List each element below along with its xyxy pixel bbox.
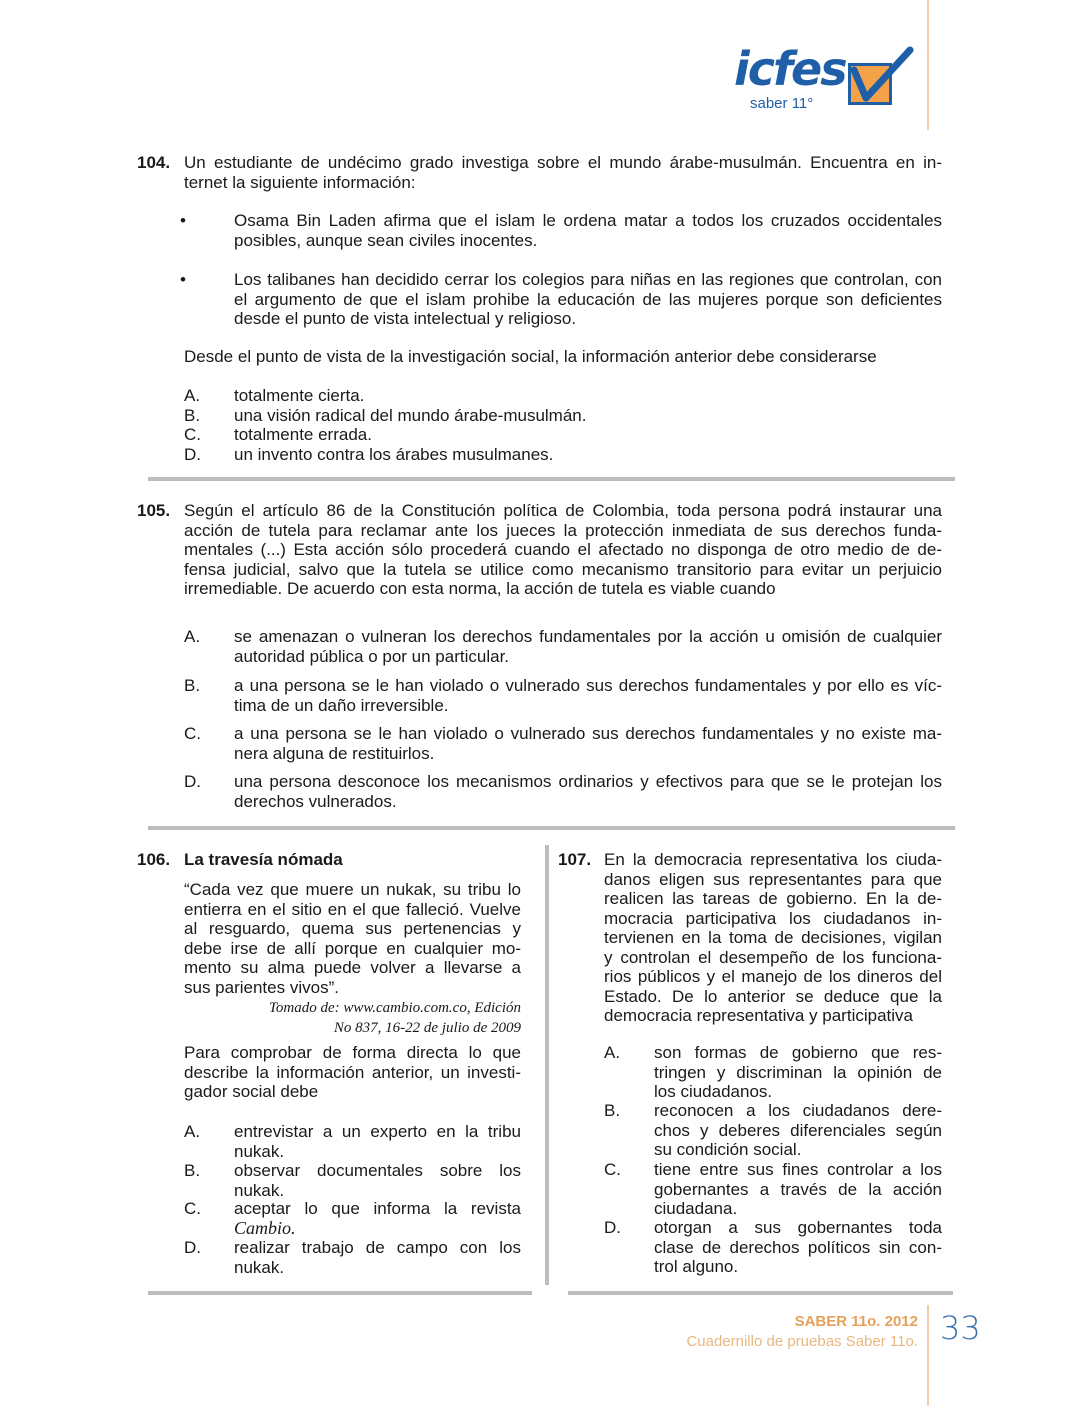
option-c bbox=[234, 425, 942, 445]
option-letter: B. bbox=[184, 1161, 201, 1180]
text-line: sus parientes vivos”. bbox=[184, 977, 339, 997]
text-line: realizar trabajo de campo con los bbox=[234, 1238, 521, 1257]
column-divider bbox=[545, 845, 549, 1285]
passage-title: La travesía nómada bbox=[184, 850, 343, 869]
logo-subtitle: saber 11° bbox=[750, 95, 814, 112]
option-d bbox=[234, 772, 942, 811]
text-line: y controlan el desempeño de los funciona- bbox=[604, 947, 942, 967]
bullet: • bbox=[180, 270, 186, 289]
text-line: nukak. bbox=[234, 1180, 285, 1200]
text-line: otorgan a sus gobernantes toda bbox=[654, 1218, 942, 1237]
text-line: “Cada vez que muere un nukak, su tribu lo bbox=[184, 880, 521, 899]
text-line: democracia representativa y participativa bbox=[604, 1006, 913, 1025]
option-letter: B. bbox=[184, 676, 201, 695]
question-number: 106. bbox=[137, 850, 171, 869]
text-line: mentales (...) Esta acción sólo procederá cuando el afectado no disponga de otro medio de de- bbox=[184, 540, 942, 559]
citation-line: No 837, 16-22 de julio de 2009 bbox=[333, 1019, 521, 1036]
text-line: ternet la siguiente información: bbox=[184, 172, 416, 192]
question-number: 105. bbox=[137, 501, 171, 520]
question-prompt bbox=[184, 1043, 521, 1102]
divider bbox=[148, 477, 955, 481]
question-stem bbox=[184, 153, 942, 192]
option-letter: D. bbox=[184, 1238, 201, 1257]
bullet-text bbox=[234, 211, 942, 250]
text-line: tima de un daño irreversible. bbox=[234, 695, 449, 715]
text-line: tervienen en la toma de decisiones, vigilan bbox=[604, 928, 942, 947]
text-line: los ciudadanos. bbox=[654, 1082, 773, 1101]
bullet: • bbox=[180, 211, 186, 230]
text-line: un invento contra los árabes musulmanes. bbox=[234, 444, 554, 464]
text-line: ciudadana. bbox=[654, 1199, 738, 1218]
text-line: el argumento de que el islam prohibe la educación de las mujeres porque son deficientes bbox=[234, 289, 942, 309]
text-line: gobernantes a través de la acción bbox=[654, 1179, 942, 1199]
option-letter: D. bbox=[184, 444, 201, 464]
text-line: fensa judicial, salvo que la tutela se utilice como mecanismo transitorio para evitar un perjuicio bbox=[184, 559, 942, 579]
text-line: observar documentales sobre los bbox=[234, 1161, 521, 1180]
text-line: acción de tutela para reclamar ante los jueces la protección inmediata de sus derechos funda- bbox=[184, 520, 942, 540]
text-line: nukak. bbox=[234, 1257, 285, 1277]
text-line: aceptar lo que informa la revista bbox=[234, 1199, 521, 1218]
text-line: se amenazan o vulneran los derechos fundamentales por la acción u omisión de cualquier bbox=[234, 627, 942, 646]
option-letter: C. bbox=[184, 1199, 201, 1218]
logo-text: icfes bbox=[734, 42, 846, 96]
text-line: una persona desconoce los mecanismos ordinarios y efectivos para que se le protejan los bbox=[234, 772, 942, 791]
text-line: chos y deberes diferenciales según bbox=[654, 1120, 942, 1140]
text-line: En la democracia representativa los ciuda- bbox=[604, 850, 942, 869]
text-line: a una persona se le han violado o vulnerado sus derechos fundamentales y no existe ma- bbox=[234, 724, 942, 743]
citation bbox=[184, 999, 521, 1038]
text-line: derechos vulnerados. bbox=[234, 791, 397, 811]
text-line: clase de derechos políticos sin con- bbox=[654, 1237, 942, 1257]
text-line: trol alguno. bbox=[654, 1257, 739, 1276]
text-line: tiene entre sus fines controlar a los bbox=[654, 1160, 942, 1179]
text-line: Según el artículo 86 de la Constitución política de Colombia, toda persona podrá instaurar una bbox=[184, 501, 942, 520]
text-line: autoridad pública o por un particular. bbox=[234, 646, 510, 666]
text-line: nera alguna de restituirlos. bbox=[234, 743, 435, 763]
option-c bbox=[234, 1199, 521, 1238]
option-letter: B. bbox=[604, 1101, 621, 1120]
text-line: su condición social. bbox=[654, 1140, 802, 1159]
option-a bbox=[234, 627, 942, 666]
text-line: a una persona se le han violado o vulnerado sus derechos fundamentales y por ello es víc- bbox=[234, 676, 942, 695]
text-line: Osama Bin Laden afirma que el islam le ordena matar a todos los cruzados occidentales bbox=[234, 211, 942, 230]
question-prompt bbox=[184, 347, 942, 367]
option-letter: D. bbox=[604, 1218, 621, 1237]
option-c bbox=[654, 1160, 942, 1219]
text-line: nukak. bbox=[234, 1141, 285, 1161]
text-line: describe la información anterior, un investi- bbox=[184, 1062, 521, 1082]
option-letter: C. bbox=[184, 425, 201, 444]
text-line: mocracia participativa los ciudadanos in- bbox=[604, 908, 942, 928]
text-line: rios públicos y el manejo de los dineros del bbox=[604, 967, 942, 986]
header-rule bbox=[927, 0, 929, 130]
question-stem bbox=[184, 501, 942, 599]
option-a bbox=[654, 1043, 942, 1102]
question-number: 107. bbox=[558, 850, 592, 869]
text-line: mento su alma puede volver a llevarse a bbox=[184, 958, 521, 977]
option-letter: A. bbox=[184, 627, 201, 646]
option-b bbox=[234, 1161, 521, 1200]
option-a bbox=[234, 1122, 521, 1161]
option-letter: C. bbox=[604, 1160, 621, 1179]
option-letter: A. bbox=[184, 1122, 201, 1141]
option-d bbox=[234, 445, 942, 465]
divider bbox=[148, 826, 955, 830]
bullet-text bbox=[234, 270, 942, 329]
text-line: desde el punto de vista intelectual y religioso. bbox=[234, 309, 577, 328]
option-letter: D. bbox=[184, 772, 201, 791]
text-line: totalmente cierta. bbox=[234, 386, 365, 405]
text-line: son formas de gobierno que res- bbox=[654, 1043, 942, 1062]
text-line: reconocen a los ciudadanos dere- bbox=[654, 1101, 942, 1120]
text-line: gador social debe bbox=[184, 1082, 319, 1101]
footer-title: SABER 11o. 2012 bbox=[794, 1313, 918, 1330]
option-d bbox=[234, 1238, 521, 1277]
text-line: Un estudiante de undécimo grado investiga sobre el mundo árabe-musulmán. Encuentra en in- bbox=[184, 153, 942, 172]
question-number: 104. bbox=[137, 153, 171, 172]
option-letter: A. bbox=[604, 1043, 621, 1062]
text-line: danos eligen sus representantes para que bbox=[604, 869, 942, 889]
text-line: irremediable. De acuerdo con esta norma, la acción de tutela es viable cuando bbox=[184, 579, 776, 598]
divider bbox=[148, 1291, 532, 1295]
option-b bbox=[234, 406, 942, 426]
passage-quote bbox=[184, 880, 521, 997]
option-c bbox=[234, 724, 942, 763]
text-line: entrevistar a un experto en la tribu bbox=[234, 1122, 521, 1141]
text-line: una visión radical del mundo árabe-musulmán. bbox=[234, 405, 587, 425]
option-letter: C. bbox=[184, 724, 201, 743]
text-line: al resguardo, quema sus pertenencias y bbox=[184, 919, 521, 938]
citation-line: Tomado de: www.cambio.com.co, Edición bbox=[268, 1000, 521, 1016]
text-line: Los talibanes han decidido cerrar los colegios para niñas en las regiones que controlan, con bbox=[234, 270, 942, 289]
text-line: Para comprobar de forma directa lo que bbox=[184, 1043, 521, 1062]
text-line: Cambio. bbox=[234, 1217, 296, 1238]
checkmark-icon bbox=[848, 63, 892, 105]
page-number: 33 bbox=[940, 1309, 981, 1347]
option-b bbox=[654, 1101, 942, 1160]
question-stem bbox=[604, 850, 942, 1026]
text-line: tringen y discriminan la opinión de bbox=[654, 1062, 942, 1082]
text-line: totalmente errada. bbox=[234, 425, 372, 444]
text-line: entierra en el sitio en el que falleció. Vuelve bbox=[184, 899, 521, 919]
text-line: realicen las tareas de gobierno. En la de- bbox=[604, 889, 942, 908]
divider bbox=[568, 1291, 953, 1295]
footer-subtitle: Cuadernillo de pruebas Saber 11o. bbox=[686, 1333, 918, 1350]
option-d bbox=[654, 1218, 942, 1277]
option-b bbox=[234, 676, 942, 715]
text-line: posibles, aunque sean civiles inocentes. bbox=[234, 230, 538, 250]
text-line: debe irse de allí porque en cualquier mo- bbox=[184, 938, 521, 958]
text-line: Desde el punto de vista de la investigación social, la información anterior debe considerarse bbox=[184, 347, 877, 366]
option-a bbox=[234, 386, 942, 406]
text-line: Estado. De lo anterior se deduce que la bbox=[604, 986, 942, 1006]
option-letter: B. bbox=[184, 405, 201, 425]
option-letter: A. bbox=[184, 386, 201, 405]
footer-rule bbox=[927, 1305, 929, 1406]
